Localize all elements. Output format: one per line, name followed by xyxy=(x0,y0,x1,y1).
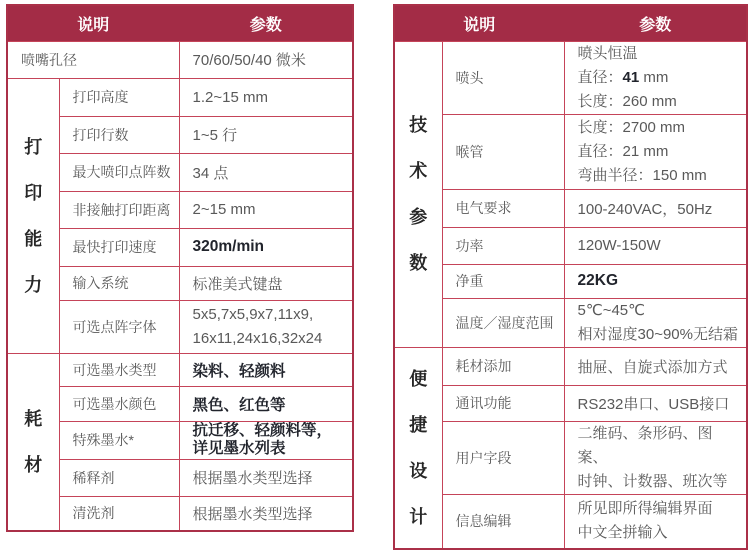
table-row xyxy=(7,266,353,300)
cleaner-label: 清洗剂 xyxy=(59,496,179,531)
dimension-prefix: 直径： xyxy=(577,68,623,86)
net-weight-value: 22KG xyxy=(564,264,747,298)
print-height-value: 1.2~15 mm xyxy=(179,78,353,116)
net-weight-label: 净重 xyxy=(442,264,564,298)
header-row xyxy=(7,5,353,41)
temp-humidity-value xyxy=(564,298,747,347)
header-description: 说明 xyxy=(7,5,179,41)
value-line: 长度：2700 mm xyxy=(577,118,686,136)
dot-matrix-fonts-value xyxy=(179,300,353,353)
communication-value: RS232串口、USB接口 xyxy=(564,385,747,421)
table-row xyxy=(7,421,353,459)
ink-type-value: 染料、轻颜料 xyxy=(179,353,353,386)
table-row xyxy=(7,386,353,421)
print-lines-value: 1~5 行 xyxy=(179,116,353,153)
printhead-value xyxy=(564,41,747,114)
temp-humidity-label: 温度／湿度范围 xyxy=(442,298,564,347)
table-row xyxy=(394,114,747,189)
header-parameter: 参数 xyxy=(564,5,747,41)
consumable-adding-label: 耗材添加 xyxy=(442,347,564,385)
table-row xyxy=(394,189,747,227)
message-editing-label: 信息编辑 xyxy=(442,494,564,549)
table-row xyxy=(394,298,747,347)
header-parameter: 参数 xyxy=(179,5,353,41)
table-row xyxy=(394,494,747,549)
value-line xyxy=(578,66,741,90)
power-label: 功率 xyxy=(442,227,564,264)
header-row xyxy=(394,5,747,41)
noncontact-distance-label: 非接触打印距离 xyxy=(59,191,179,228)
communication-label: 通讯功能 xyxy=(442,385,564,421)
table-row xyxy=(394,421,747,494)
printhead-label: 喷头 xyxy=(442,41,564,114)
value-line: 弯曲半径：150 mm xyxy=(577,166,707,184)
consumable-adding-value: 抽屉、自旋式添加方式 xyxy=(564,347,747,385)
table-row xyxy=(394,227,747,264)
value-line: 详见墨水列表 xyxy=(192,440,286,457)
value-line: 直径：21 mm xyxy=(577,142,669,160)
message-editing-value xyxy=(564,494,747,549)
electrical-requirements-label: 电气要求 xyxy=(442,189,564,227)
table-row xyxy=(7,153,353,191)
table-row xyxy=(394,347,747,385)
value-line: 二维码、条形码、图案、 xyxy=(577,424,713,466)
max-dot-matrix-value: 34 点 xyxy=(179,153,353,191)
nozzle-diameter-label: 喷嘴孔径 xyxy=(7,41,179,78)
table-row xyxy=(394,264,747,298)
dot-matrix-fonts-label: 可选点阵字体 xyxy=(59,300,179,353)
table-row xyxy=(394,41,747,114)
table-row xyxy=(7,459,353,496)
diluent-label: 稀释剂 xyxy=(59,459,179,496)
value-line: 16x11,24x16,32x24 xyxy=(192,329,323,347)
group-print-capability-label: 打印能力 xyxy=(24,136,43,295)
power-value: 120W-150W xyxy=(564,227,747,264)
group-print-capability-cell xyxy=(7,78,59,353)
table-row xyxy=(7,116,353,153)
dimension-emphasis: 41 xyxy=(622,68,640,86)
input-system-label: 输入系统 xyxy=(59,266,179,300)
nozzle-diameter-value: 70/60/50/40 微米 xyxy=(179,41,353,78)
spec-table-technical xyxy=(393,4,748,550)
table-row xyxy=(7,191,353,228)
throat-tube-label: 喉管 xyxy=(442,114,564,189)
value-line: 相对湿度30~90%无结霜 xyxy=(577,325,738,343)
value-line: 时钟、计数器、班次等 xyxy=(577,472,728,490)
value-line: 5℃~45℃ xyxy=(577,301,645,319)
ink-type-label: 可选墨水类型 xyxy=(59,353,179,386)
value-line: 所见即所得编辑界面 xyxy=(577,500,713,518)
electrical-requirements-value: 100-240VAC，50Hz xyxy=(564,189,747,227)
value-line: 喷头恒温 xyxy=(577,44,638,62)
group-convenient-design-cell xyxy=(394,347,442,549)
group-consumables-cell xyxy=(7,353,59,531)
table-row xyxy=(7,228,353,266)
dimension-suffix: mm xyxy=(639,68,669,86)
special-ink-value xyxy=(179,421,353,459)
throat-tube-value xyxy=(564,114,747,189)
user-fields-value xyxy=(564,421,747,494)
table-row xyxy=(394,385,747,421)
value-line: 抗迁移、轻颜料等， xyxy=(192,422,333,439)
group-consumables-label: 耗材 xyxy=(24,408,43,475)
print-height-label: 打印高度 xyxy=(59,78,179,116)
print-lines-label: 打印行数 xyxy=(59,116,179,153)
noncontact-distance-value: 2~15 mm xyxy=(179,191,353,228)
table-row xyxy=(7,496,353,531)
table-row xyxy=(7,300,353,353)
group-technical-params-cell xyxy=(394,41,442,347)
table-row xyxy=(7,41,353,78)
max-print-speed-label: 最快打印速度 xyxy=(59,228,179,266)
ink-color-label: 可选墨水颜色 xyxy=(59,386,179,421)
cleaner-value: 根据墨水类型选择 xyxy=(179,496,353,531)
user-fields-label: 用户字段 xyxy=(442,421,564,494)
group-technical-params-label: 技术参数 xyxy=(409,115,428,273)
value-line: 5x5,7x5,9x7,11x9, xyxy=(192,305,314,323)
group-convenient-design-label: 便捷设计 xyxy=(409,368,428,527)
table-row xyxy=(7,353,353,386)
max-dot-matrix-label: 最大喷印点阵数 xyxy=(59,153,179,191)
value-line: 中文全拼输入 xyxy=(577,524,668,542)
special-ink-label: 特殊墨水* xyxy=(59,421,179,459)
table-row xyxy=(7,78,353,116)
diluent-value: 根据墨水类型选择 xyxy=(179,459,353,496)
max-print-speed-value: 320m/min xyxy=(179,228,353,266)
ink-color-value: 黑色、红色等 xyxy=(179,386,353,421)
value-line: 长度：260 mm xyxy=(577,92,677,110)
header-description: 说明 xyxy=(394,5,564,41)
input-system-value: 标准美式键盘 xyxy=(179,266,353,300)
spec-table-print xyxy=(6,4,354,532)
